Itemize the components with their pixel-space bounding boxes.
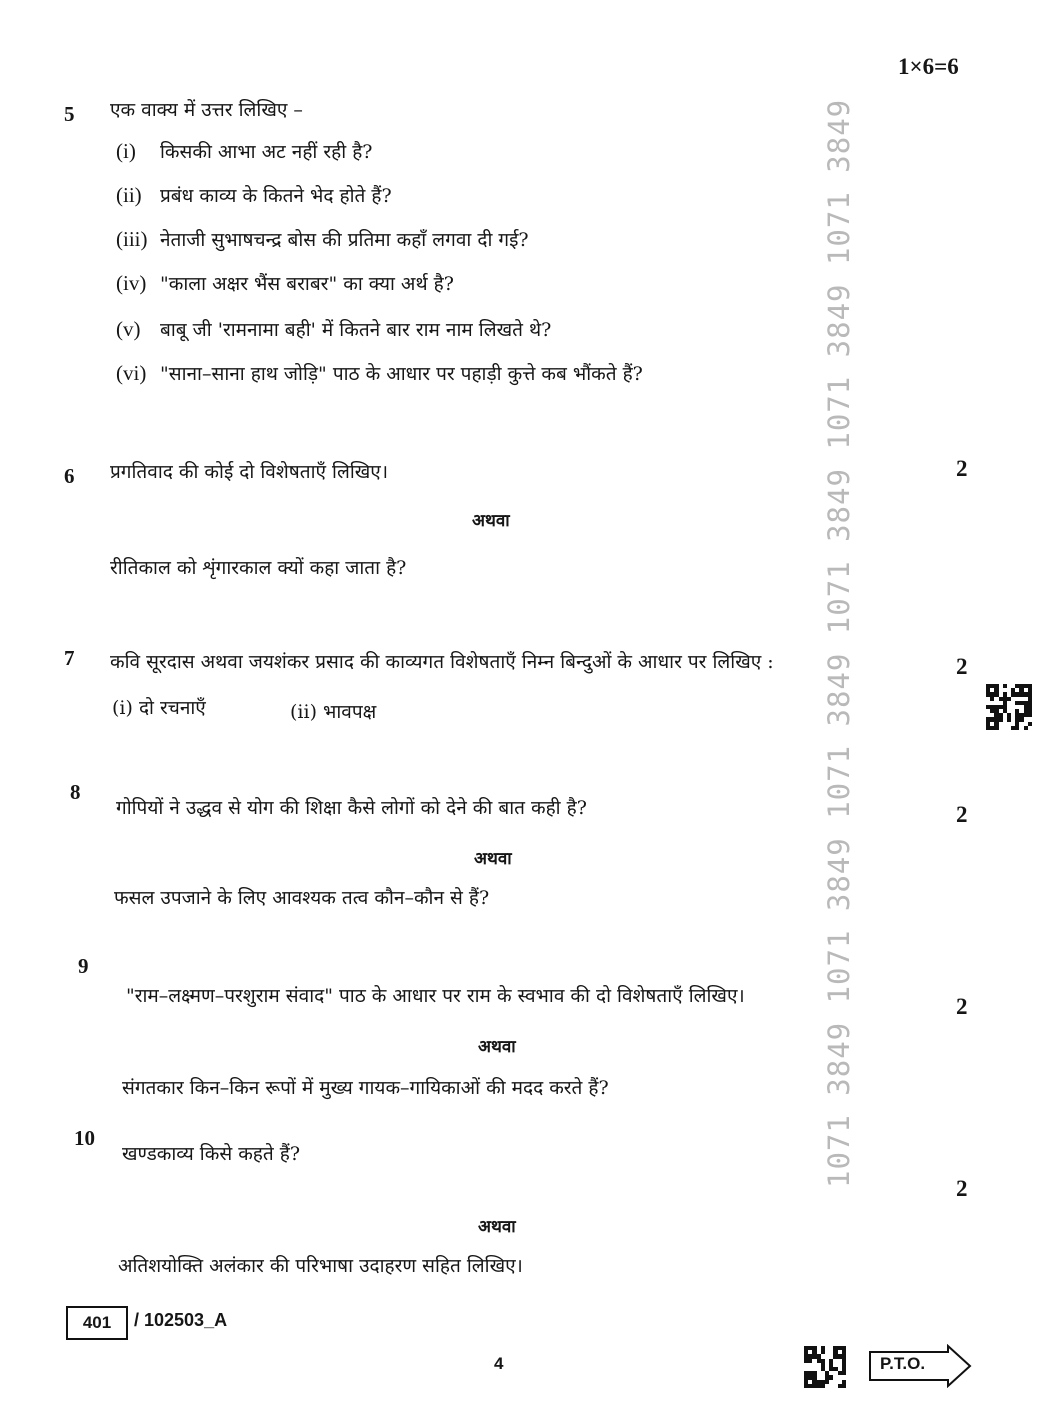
sub-point: (ii) भावपक्ष xyxy=(290,701,377,723)
paper-code-box: 401 xyxy=(66,1306,128,1340)
alternative-question: संगतकार किन–किन रूपों में मुख्य गायक–गायिकाओं की मदद करते हैं? xyxy=(122,1077,609,1099)
sub-question xyxy=(116,138,372,164)
sub-question-label: (ii) xyxy=(116,183,142,207)
sub-question-label: (iii) xyxy=(116,227,148,251)
sub-question xyxy=(116,316,551,342)
question-marks: 2 xyxy=(956,654,968,679)
page-number: 4 xyxy=(494,1354,504,1373)
sub-question xyxy=(116,226,529,252)
question-text: एक वाक्य में उत्तर लिखिए – xyxy=(110,99,303,121)
or-separator: अथवा xyxy=(472,511,510,531)
qr-code-icon xyxy=(804,1346,846,1388)
sub-question-text: बाबू जी 'रामनामा बही' में कितने बार राम नाम लिखते थे? xyxy=(160,319,552,341)
question-marks: 2 xyxy=(956,802,968,827)
sub-question xyxy=(116,270,454,296)
alternative-question: अतिशयोक्ति अलंकार की परिभाषा उदाहरण सहित लिखिए। xyxy=(118,1255,523,1277)
sub-question-text: "साना–साना हाथ जोड़ि" पाठ के आधार पर पहाड़ी कुत्ते कब भौंकते हैं? xyxy=(160,363,643,385)
question-number: 8 xyxy=(70,780,81,804)
alternative-question: रीतिकाल को शृंगारकाल क्यों कहा जाता है? xyxy=(110,557,407,579)
question-number: 6 xyxy=(64,464,75,488)
sub-question-label: (i) xyxy=(116,139,136,163)
or-separator: अथवा xyxy=(478,1217,516,1237)
question-number: 5 xyxy=(64,102,75,126)
question-number: 10 xyxy=(74,1126,95,1150)
or-separator: अथवा xyxy=(478,1037,516,1057)
watermark-code: 1071 3849 1071 3849 1071 3849 1071 3849 1071 3849 1071 3849 xyxy=(822,98,856,1188)
sub-question-text: नेताजी सुभाषचन्द्र बोस की प्रतिमा कहाँ लगवा दी गई? xyxy=(160,229,529,251)
sub-question-label: (v) xyxy=(116,317,141,341)
question-marks: 2 xyxy=(956,994,968,1019)
question-text: कवि सूरदास अथवा जयशंकर प्रसाद की काव्यगत विशेषताएँ निम्न बिन्दुओं के आधार पर लिखिए : xyxy=(110,651,774,673)
question-text: खण्डकाव्य किसे कहते हैं? xyxy=(122,1143,301,1165)
question-text: "राम–लक्ष्मण–परशुराम संवाद" पाठ के आधार पर राम के स्वभाव की दो विशेषताएँ लिखिए। xyxy=(126,985,745,1007)
question-marks: 2 xyxy=(956,1176,968,1201)
sub-question-text: किसकी आभा अट नहीं रही है? xyxy=(160,141,373,163)
sub-question xyxy=(116,360,643,386)
marks-q5: 1×6=6 xyxy=(898,54,959,79)
question-number: 9 xyxy=(78,954,89,978)
question-text: प्रगतिवाद की कोई दो विशेषताएँ लिखिए। xyxy=(110,461,389,483)
sub-question-text: प्रबंध काव्य के कितने भेद होते हैं? xyxy=(160,185,392,207)
sub-question xyxy=(116,182,392,208)
question-number: 7 xyxy=(64,646,75,670)
question-marks: 2 xyxy=(956,456,968,481)
sub-point: (i) दो रचनाएँ xyxy=(112,697,206,719)
paper-code: / 102503_A xyxy=(134,1310,228,1330)
question-text: गोपियों ने उद्धव से योग की शिक्षा कैसे लोगों को देने की बात कही है? xyxy=(116,797,587,819)
or-separator: अथवा xyxy=(474,849,512,869)
alternative-question: फसल उपजाने के लिए आवश्यक तत्व कौन–कौन से हैं? xyxy=(114,887,490,909)
sub-question-label: (iv) xyxy=(116,271,147,295)
pto-label: P.T.O. xyxy=(880,1354,926,1373)
sub-question-label: (vi) xyxy=(116,361,147,385)
sub-question-text: "काला अक्षर भैंस बराबर" का क्या अर्थ है? xyxy=(160,273,454,295)
qr-code-icon xyxy=(986,684,1032,730)
